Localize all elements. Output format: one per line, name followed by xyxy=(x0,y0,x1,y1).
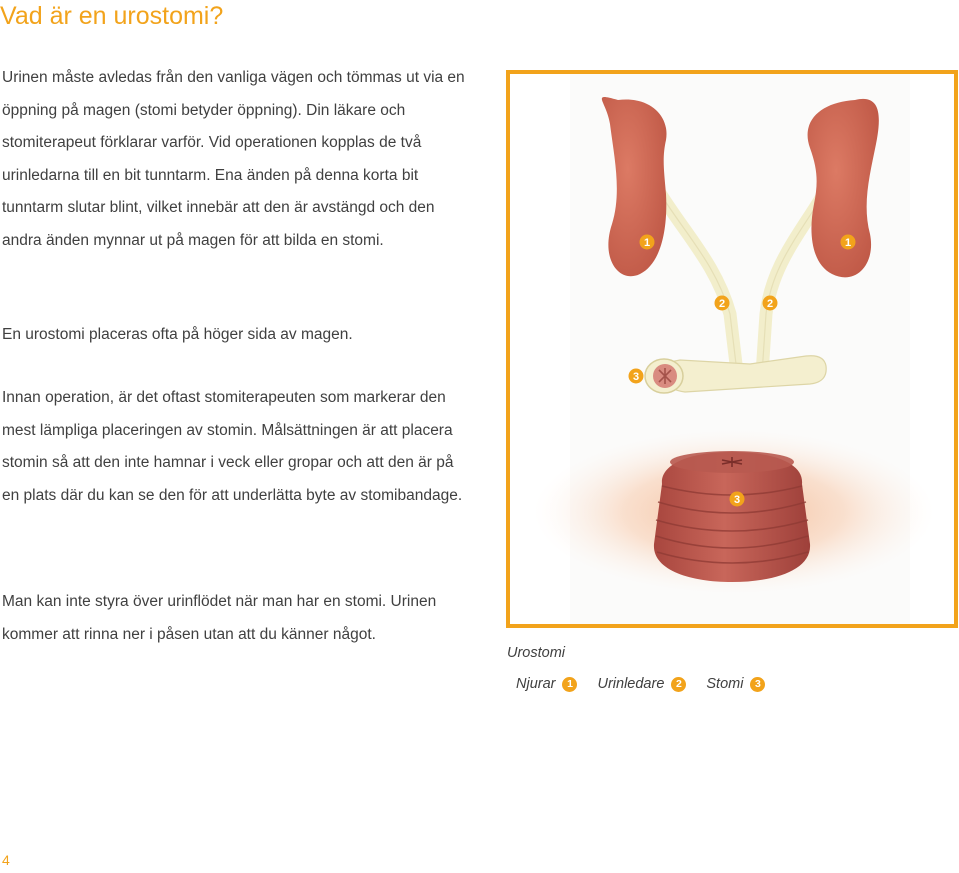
legend-label: Urinledare xyxy=(597,676,665,692)
marker-conduit xyxy=(629,369,644,384)
figure-caption-title: Urostomi xyxy=(507,645,566,661)
marking-paragraph: Innan operation, är det oftast stomiterapeuten som markerar den mest lämpliga placeringen av stomin. Målsättningen är att placera stomin så att den inte hamnar i veck eller gropar och att den är på en plats där du kan se den för att underlätta byte av stomibandage. xyxy=(2,389,463,504)
legend-item-ureters xyxy=(597,676,686,692)
figure-legend xyxy=(516,676,765,692)
svg-text:2: 2 xyxy=(766,298,774,310)
svg-text:1: 1 xyxy=(643,237,651,249)
svg-text:3: 3 xyxy=(733,494,741,506)
urine-flow-paragraph: Man kan inte styra över urinflödet när man har en stomi. Urinen kommer att rinna ner i påsen utan att du känner något. xyxy=(2,593,437,643)
marker-ureter-right xyxy=(763,296,778,311)
marker-stoma xyxy=(730,492,745,507)
legend-number-badge: 1 xyxy=(562,677,577,692)
page-title: Vad är en urostomi? xyxy=(0,2,224,30)
svg-text:1: 1 xyxy=(844,237,852,249)
urostomy-illustration xyxy=(506,70,958,628)
marker-kidney-right xyxy=(841,235,856,250)
placement-paragraph: En urostomi placeras ofta på höger sida av magen. xyxy=(2,326,353,343)
svg-text:3: 3 xyxy=(632,371,640,383)
svg-text:2: 2 xyxy=(718,298,726,310)
legend-item-stoma xyxy=(706,676,765,692)
legend-number-badge: 2 xyxy=(671,677,686,692)
marker-ureter-left xyxy=(715,296,730,311)
page-number: 4 xyxy=(2,852,10,868)
intro-paragraph: Urinen måste avledas från den vanliga vägen och tömmas ut via en öppning på magen (stomi betyder öppning). Din läkare och stomiterapeut förklarar varför. Vid operationen kopplas de två urinledarna till en bit tunntarm. Ena änden på denna korta bit tunntarm slutar blint, vilket innebär att den är avstängd och den andra änden mynnar ut på magen för att bilda en stomi. xyxy=(2,69,465,249)
legend-label: Njurar xyxy=(516,676,556,692)
legend-item-kidneys xyxy=(516,676,577,692)
legend-label: Stomi xyxy=(706,676,744,692)
marker-kidney-left xyxy=(640,235,655,250)
legend-number-badge: 3 xyxy=(750,677,765,692)
urostomy-diagram xyxy=(510,74,954,624)
